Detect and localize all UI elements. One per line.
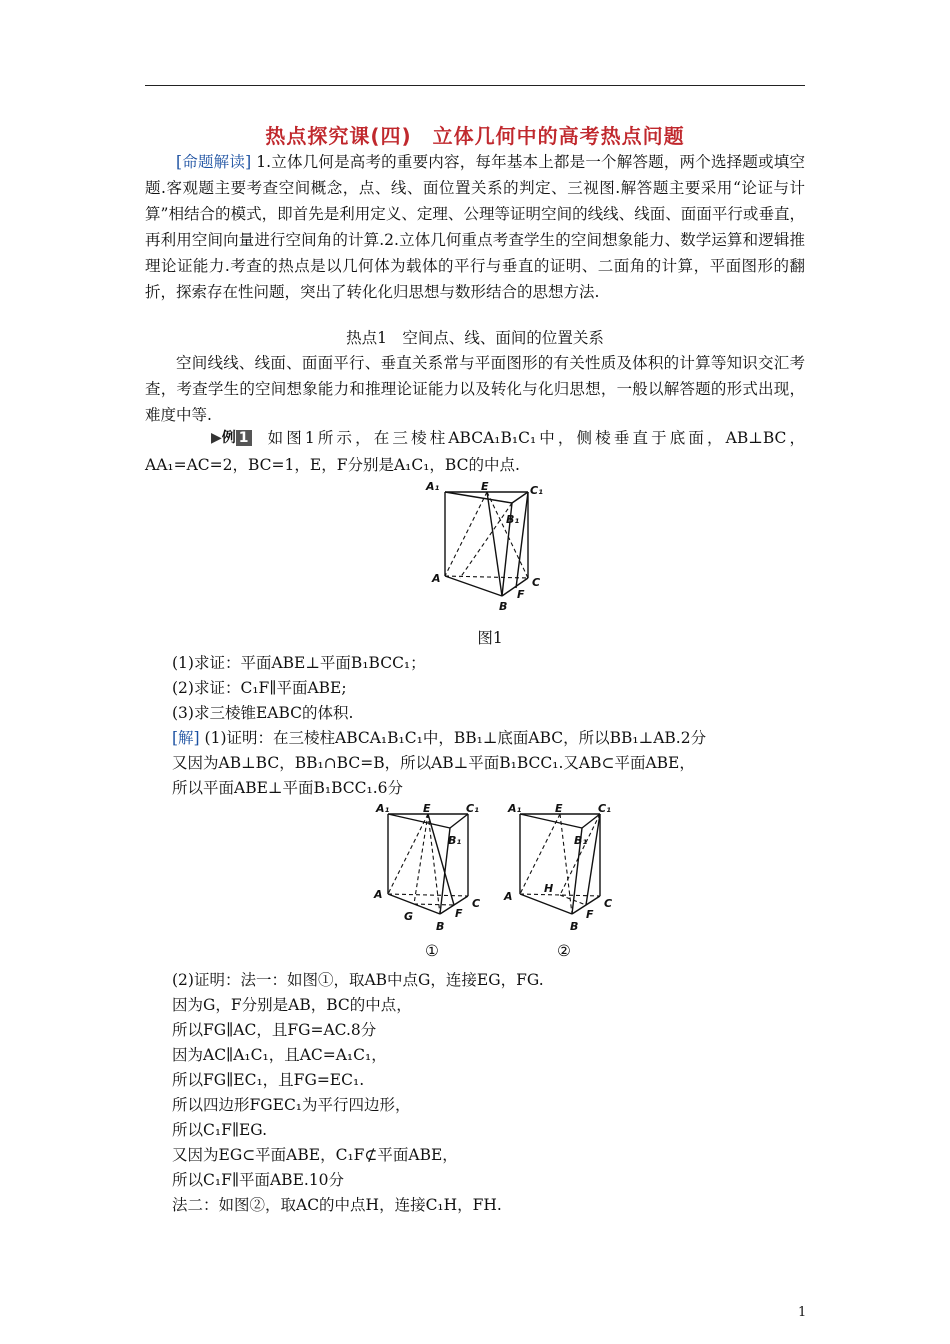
- proof-line-7: 所以C₁F∥EG.: [172, 1121, 268, 1139]
- solution-line-1: [172, 725, 706, 751]
- figure-2-right-prism: [500, 798, 620, 938]
- fig1-label-e: E: [481, 480, 489, 493]
- fig2r-label-c1: C₁: [598, 802, 611, 815]
- question-1: (1)求证：平面ABE⊥平面B₁BCC₁；: [172, 654, 426, 672]
- example-badge-num: 1: [236, 430, 252, 446]
- example-badge: ▶例 1: [176, 425, 256, 451]
- figure-1-caption: 图1: [477, 629, 503, 647]
- proof-line-4: 因为AC∥A₁C₁，且AC=A₁C₁，: [172, 1046, 387, 1064]
- fig2r-label-a1: A₁: [508, 802, 522, 815]
- fig2l-label-g: G: [404, 910, 414, 923]
- fig1-label-f: F: [517, 588, 525, 601]
- fig2r-label-c: C: [604, 897, 613, 910]
- intro-text: 1.立体几何是高考的重要内容，每年基本上都是一个解答题，两个选择题或填空题.客观题主要考查空间概念，点、线、面位置关系的判定、三视图.解答题主要采用“论证与计算”相结合的模式，即首先是利用定义、定理、公理等证明空间的线线、线面、面面平行或垂直，再利用空间向量进行空间角的计算.2.立体几何重点考查学生的空间想象能力、数学运算和逻辑推理论证能力.考查的热点是以几何体为载体的平行与垂直的证明、二面角的计算，平面图形的翻折，探索存在性问题，突出了转化化归思想与数形结合的思想方法.: [145, 153, 805, 301]
- example-text: 如图1所示，在三棱柱ABCA₁B₁C₁中，侧棱垂直于底面，AB⊥BC，AA₁=AC=2，BC=1，E，F分别是A₁C₁，BC的中点.: [145, 429, 805, 474]
- fig2r-label-a: A: [504, 890, 513, 903]
- figure-2-left-prism: [368, 798, 488, 938]
- fig1-label-c: C: [532, 576, 541, 589]
- example-paragraph: [145, 425, 805, 478]
- fig1-label-b: B: [499, 600, 508, 613]
- solution-line-3: 所以平面ABE⊥平面B₁BCC₁.6分: [172, 779, 403, 797]
- question-2: (2)求证：C₁F∥平面ABE;: [172, 679, 347, 697]
- proof-line-10: 法二：如图②，取AC的中点H，连接C₁H，FH.: [172, 1196, 502, 1214]
- header-rule: [145, 85, 805, 86]
- fig2l-label-f: F: [455, 907, 463, 920]
- intro-tag: [命题解读]: [176, 153, 252, 171]
- fig1-label-c1: C₁: [530, 484, 543, 497]
- fig1-label-a1: A₁: [426, 480, 440, 493]
- figure-1-prism: [420, 478, 555, 618]
- example-badge-text: 例: [221, 430, 236, 446]
- proof-line-5: 所以FG∥EC₁，且FG=EC₁.: [172, 1071, 365, 1089]
- question-3: (3)求三棱锥EABC的体积.: [172, 704, 354, 722]
- page-number: 1: [798, 1305, 807, 1320]
- fig1-label-b1: B₁: [506, 513, 520, 526]
- section-heading: 热点1 空间点、线、面间的位置关系: [346, 329, 604, 347]
- fig2l-label-b: B: [436, 920, 445, 933]
- fig2l-label-e: E: [423, 802, 431, 815]
- fig2r-label-f: F: [586, 908, 594, 921]
- figure-2-left-caption: ①: [425, 942, 439, 960]
- proof-line-2: 因为G，F分别是AB，BC的中点，: [172, 996, 412, 1014]
- fig2l-label-c: C: [472, 897, 481, 910]
- proof-line-3: 所以FG∥AC，且FG=AC.8分: [172, 1021, 377, 1039]
- figure-2-right-caption: ②: [557, 942, 571, 960]
- fig1-label-a: A: [432, 572, 441, 585]
- section-text: 空间线线、线面、面面平行、垂直关系常与平面图形的有关性质及体积的计算等知识交汇考查，考查学生的空间想象能力和推理论证能力以及转化与化归思想，一般以解答题的形式出现，难度中等.: [145, 354, 805, 424]
- fig2r-label-b1: B₁: [574, 834, 588, 847]
- fig2l-label-a: A: [374, 888, 383, 901]
- proof-line-8: 又因为EG⊂平面ABE，C₁F⊄平面ABE，: [172, 1146, 458, 1164]
- solution-line-1-text: (1)证明：在三棱柱ABCA₁B₁C₁中，BB₁⊥底面ABC，所以BB₁⊥AB.2分: [204, 729, 707, 747]
- fig2l-label-c1: C₁: [466, 802, 479, 815]
- solution-tag: [解]: [172, 729, 200, 747]
- solution-line-2: 又因为AB⊥BC，BB₁∩BC=B，所以AB⊥平面B₁BCC₁.又AB⊂平面ABE，: [172, 754, 695, 772]
- fig2l-label-a1: A₁: [376, 802, 390, 815]
- fig2r-label-b: B: [570, 920, 579, 933]
- proof-line-6: 所以四边形FGEC₁为平行四边形，: [172, 1096, 411, 1114]
- proof-line-9: 所以C₁F∥平面ABE.10分: [172, 1171, 345, 1189]
- proof-line-1: (2)证明：法一：如图①，取AB中点G，连接EG，FG.: [172, 971, 544, 989]
- fig2r-label-h: H: [544, 882, 554, 895]
- intro-paragraph: [145, 149, 805, 305]
- page-title: 热点探究课(四) 立体几何中的高考热点问题: [265, 124, 685, 148]
- fig2r-label-e: E: [555, 802, 563, 815]
- fig2l-label-b1: B₁: [448, 834, 462, 847]
